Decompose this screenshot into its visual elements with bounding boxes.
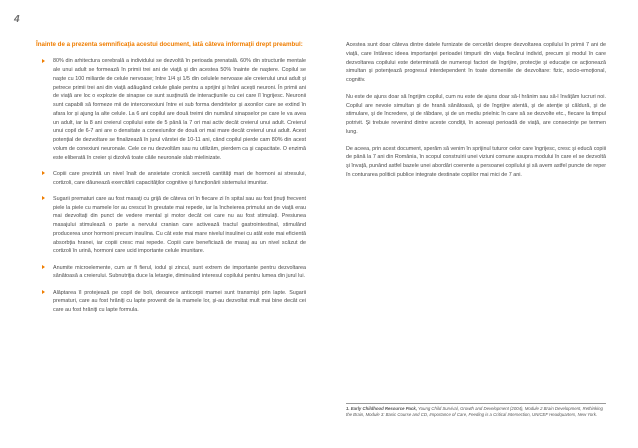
right-column xyxy=(346,41,606,188)
intro-heading: Înainte de a prezenta semnificaţia acestui document, iată câteva informaţii drept preambul: xyxy=(36,41,303,48)
bullet-arrow-icon xyxy=(42,59,45,63)
bullet-text: Copiii care prezintă un nivel înalt de anxietate cronică secretă cantităţi mari de hormoni ai stresului, cortizoli, care dăunează exercitării capacităţilor cognitive şi funcţionării sistemului imunitar. xyxy=(53,170,306,186)
footnote-divider xyxy=(346,403,606,404)
bullet-arrow-icon xyxy=(42,171,45,175)
bullet-item xyxy=(42,289,306,315)
bullet-text: Sugarii prematuri care au fost masaţi cu grijă de câteva ori în fiecare zi în spital sau au fost ţinuţi frecvent piele la piele cu mamele lor au crescut în greutate mai repede, iar la încheierea primului an de viaţă erau mai dezvoltaţi din punct de vedere mental şi motor decât cei care nu au fost stimulaţi. Presiunea masajului stimulează o parte a nervului cranian care activează tractul gastrointestinal, stimulând producerea unor hormoni precum insulina. Cu cât este mai mare nivelul insulinei cu atât este mai eficientă absorbţia hranei, iar copiii cresc mai repede. Copiii care beneficiază de masaj au un nivel scăzut de cortizoli în urină, hormoni care ucid importante celule imunitare. xyxy=(53,195,306,255)
body-paragraph: Nu este de ajuns doar să îngrijim copilul, cum nu este de ajuns doar să-l hrănim sau să-l învăţăm lucruri noi. Copilul are nevoie simultan şi de hrană sănătoasă, şi de îngrijire atentă, şi de atenţie şi căldură, şi de stimulare, şi de încredere, şi de răbdare, şi de un mediu prielnic în care să se dezvolte etc., fiecare la timpul potrivit. Şi trebuie revenind dintre aceste condiţii, în aceeaşi perioadă de viaţă, are consecinţe pe termen lung. xyxy=(346,93,606,135)
bullet-text: Anumite microelemente, cum ar fi fierul, iodul şi zincul, sunt extrem de importante pentru dezvoltarea sănătoasă a creierului. Subnutriţia duce la letargie, diminuând interesul copilului pentru lumea din jurul lui. xyxy=(53,264,306,280)
body-paragraph: De aceea, prin acest document, sperăm să venim în sprijinul tuturor celor care îngrijesc, cresc şi educă copiii de până la 7 ani din România, în scopul construirii unei viziuni comune asupra modului în care el se dezvoltă şi învaţă, punând astfel bazele unei abordări coerente a persoanei copilului şi să avem astfel puncte de reper în conturarea politicii publice integrate destinate copiilor mai mici de 7 ani. xyxy=(346,145,606,178)
footnote-text: Young Child Survival, Growth and Development (2004), Module 2 Brain Development, Rethinking the Brain, Module 3: Basic Course and CD, Importance of Care, Feeding is a Critical Intersection, UNICEF Headquarters, New York. xyxy=(346,406,603,418)
footnote xyxy=(346,406,608,419)
bullet-arrow-icon xyxy=(42,196,45,200)
bullet-list xyxy=(36,57,306,315)
bullet-item xyxy=(42,195,306,256)
bullet-text: Alăptarea îl protejează pe copil de boli, deoarece anticorpii mamei sunt transmişi prin lapte. Sugarii prematuri, care au fost hrăniţi cu lapte provenit de la mamele lor, şi-au dezvoltat mult mai bine decât cei care au fost hrăniţi cu lapte formula. xyxy=(53,289,306,313)
page-number: 4 xyxy=(14,14,20,25)
left-column xyxy=(36,41,306,322)
footnote-title: 1. Early Childhood Resource Pack, xyxy=(346,406,417,411)
bullet-text: 80% din arhitectura cerebrală a individului se dezvoltă în perioada prenatală. 60% din structurile mentale ale unui adult se formează în primii trei ani de viaţă şi din acestea 50% înainte de naştere. Copilul se naşte cu 100 miliarde de celule nervoase; între 1/4 şi 1/5 din celulele nervoase ale creierului unui adult şi petrece primii trei ani din viaţă adăugând celule gliale pentru a sprijini şi hrăni acești neuroni. În primii ani de viaţă are loc o explozie de sinapse ce sunt susţinută de interacţiunile cu cei care îl îngrijesc. Neuronii sunt capabili să formeze mii de interconexiuni între ei sub forma dendritelor și axonilor care se extind în afara lor și ajung la alte celule. La 6 ani copilul are două treimi din numărul sinapselor pe care le va avea un adult, iar la 8 ani creierul copilului este de 5 până la 7 ori mai activ decât creierul unui adult. Creierul unui copil de 6-7 ani are o densitate a conexiunilor de două ori mai mare decât creierul unui adult. Acest potenţial de dezvoltare se finalizează în jurul vârstei de 10-11 ani, când copilul pierde cam 80% din acest volum de conexiuni neuronale. Cele ce nu dezvoltăm sau nu utilizăm, pierdem ca şi capacitate. O enzimă este eliberată în creier și dizolvă toate căile neuronale slab mielinizate. xyxy=(53,58,306,161)
bullet-item xyxy=(42,170,306,188)
bullet-arrow-icon xyxy=(42,290,45,294)
bullet-item xyxy=(42,264,306,282)
body-paragraph: Acestea sunt doar câteva dintre datele furnizate de cercetări despre dezvoltarea copilului în primii 7 ani de viaţă, care întăresc ideea importanţei perioadei timpurii din viaţa fiecărui individ, precum și modul în care dezvoltarea copilului este determinată de numeroşi factori de îngrijire, protecţie şi educaţie ce acţionează simultan şi potenţează progresul interdependent în toate domeniile de dezvoltare: fizic, socio-emoţional, cognitiv. xyxy=(346,42,606,83)
bullet-item xyxy=(42,57,306,162)
bullet-arrow-icon xyxy=(42,265,45,269)
